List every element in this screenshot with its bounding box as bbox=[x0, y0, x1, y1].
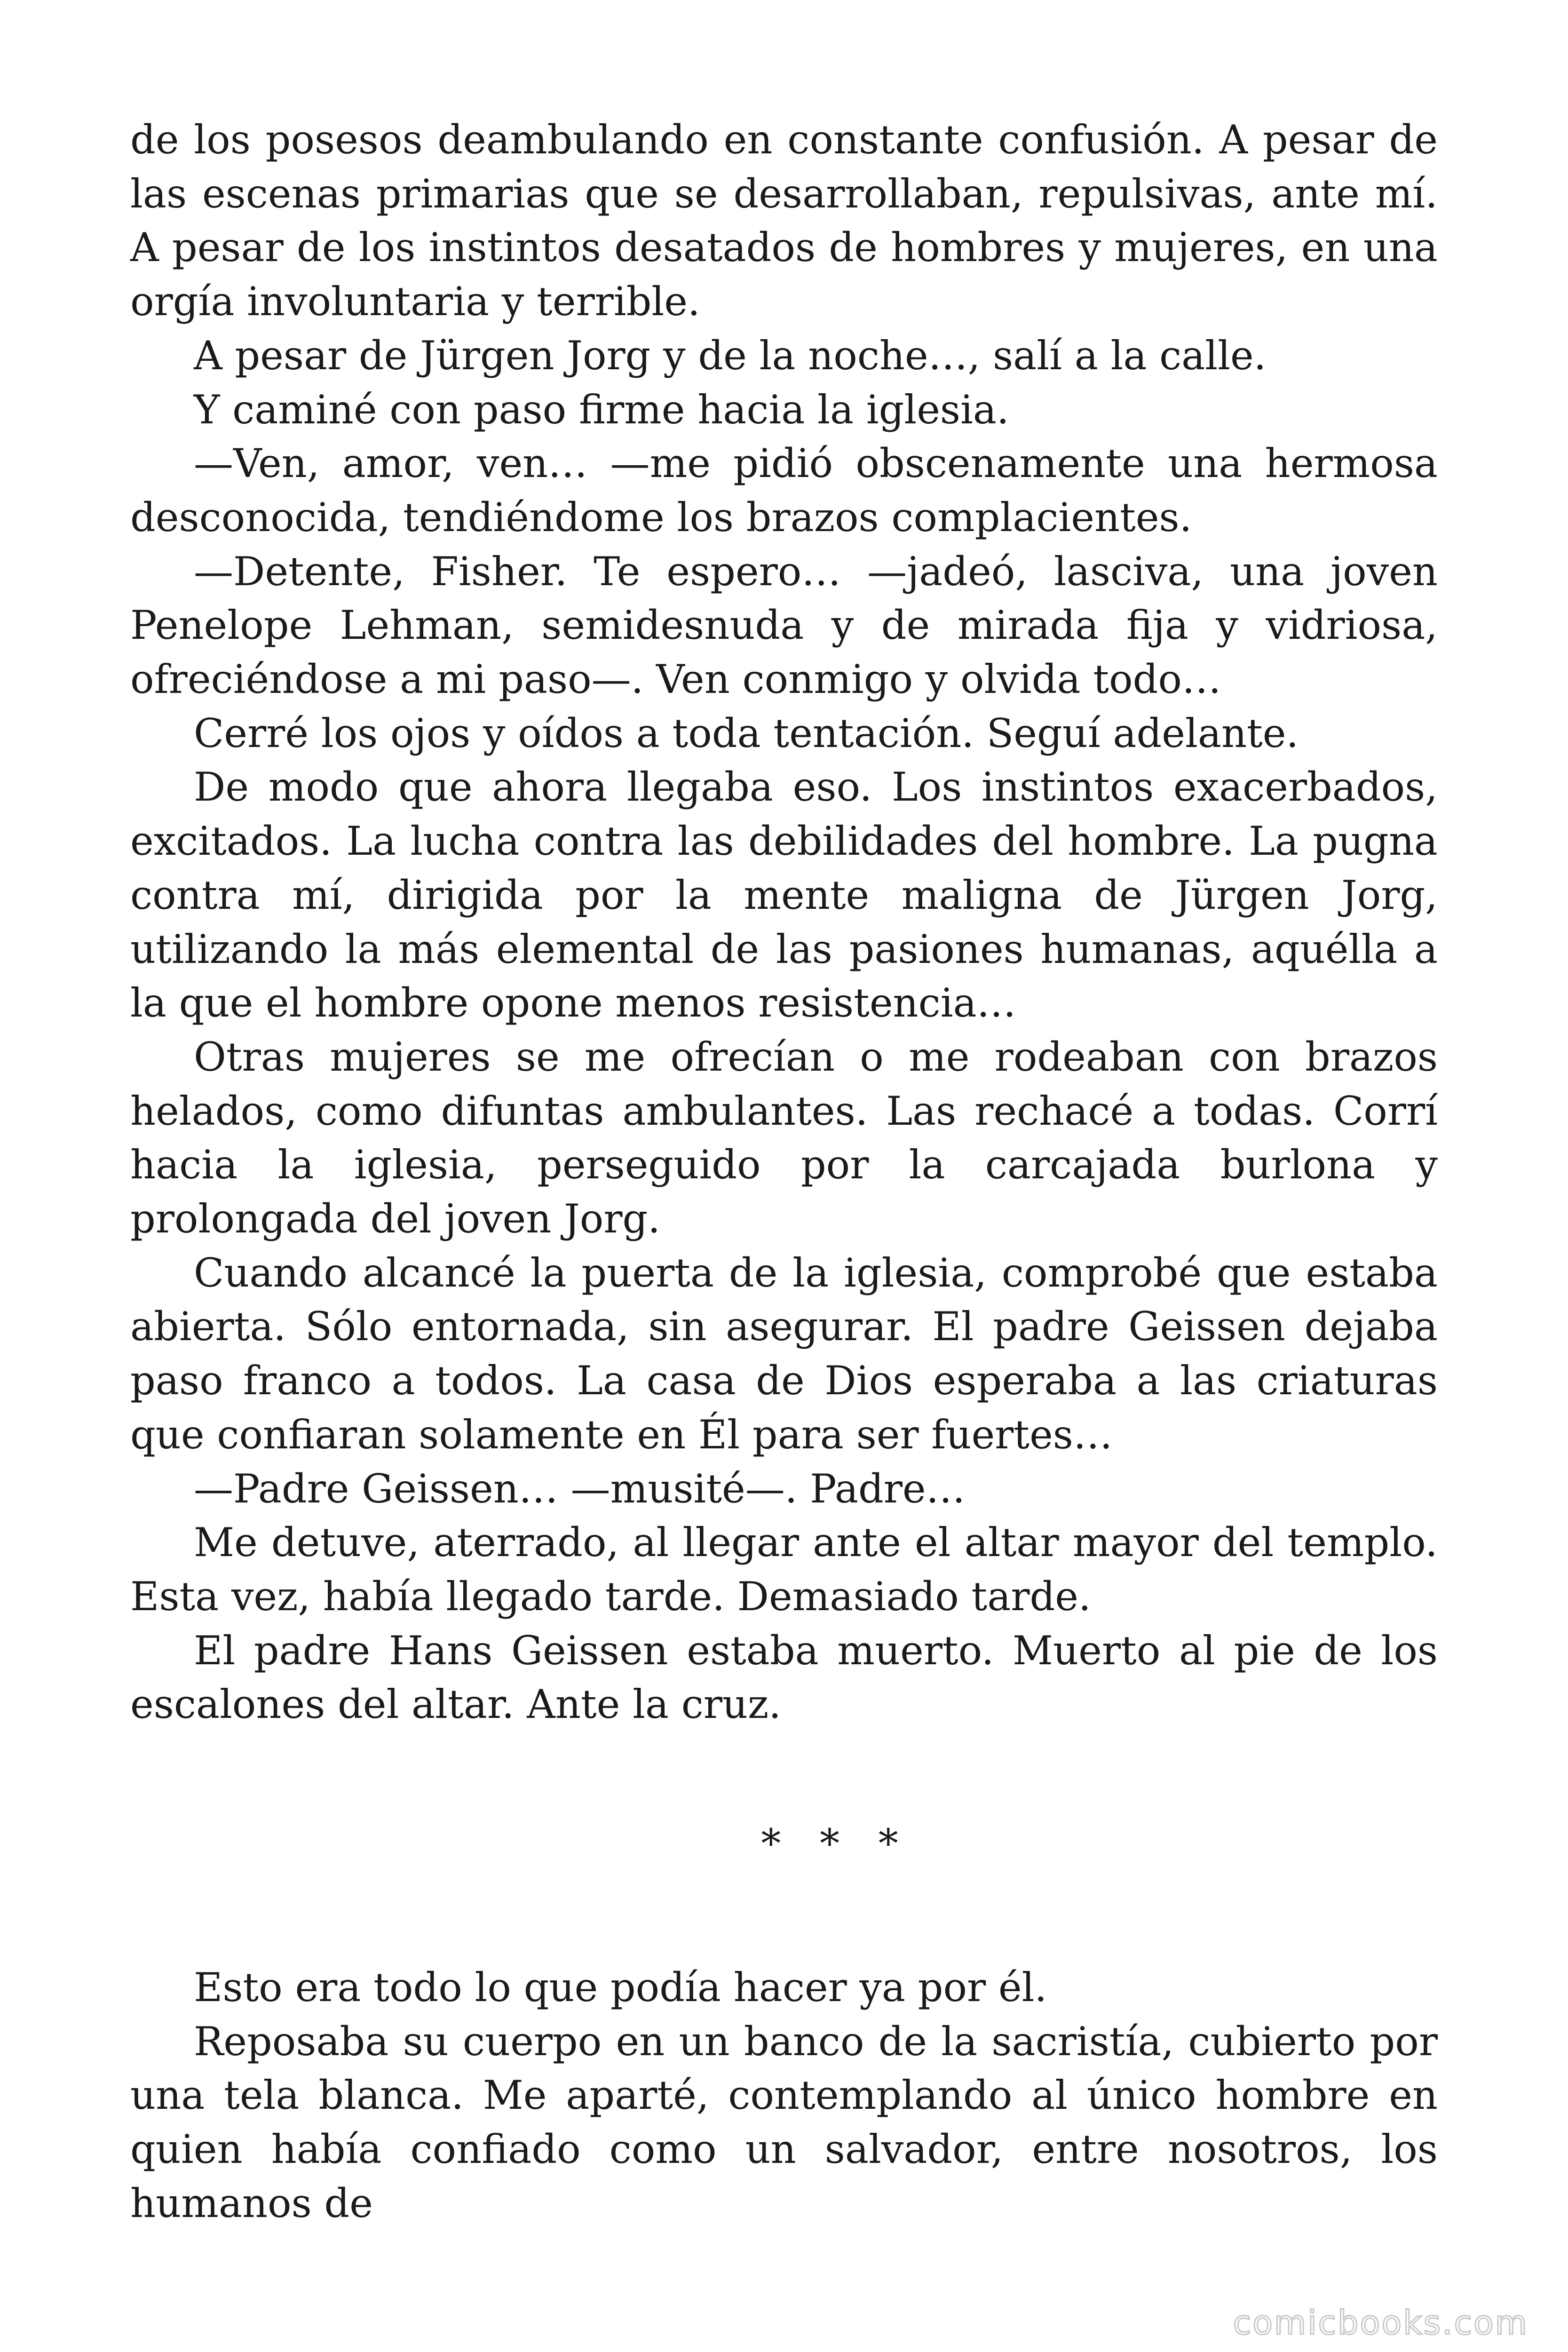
paragraph: Reposaba su cuerpo en un banco de la sacristía, cubierto por una tela blanca. Me aparté, contemplando al único hombre en quien había confiado como un salvador, entre nosotros, los humanos de bbox=[130, 2018, 1438, 2226]
paragraph: —Ven, amor, ven… —me pidió obscenamente una hermosa desconocida, tendiéndome los brazos complacientes. bbox=[130, 440, 1438, 540]
text-section-1 bbox=[130, 113, 1438, 1732]
text-section-2 bbox=[130, 1961, 1438, 2231]
paragraph: Y caminé con paso firme hacia la iglesia. bbox=[194, 386, 1009, 433]
paragraph: El padre Hans Geissen estaba muerto. Muerto al pie de los escalones del altar. Ante la cruz. bbox=[130, 1627, 1438, 1728]
paragraph: De modo que ahora llegaba eso. Los instintos exacerbados, excitados. La lucha contra las debilidades del hombre. La pugna contra mí, dirigida por la mente maligna de Jürgen Jorg, utilizando la más elemental de las pasiones humanas, aquélla a la que el hombre opone menos resistencia… bbox=[130, 764, 1438, 1026]
paragraph: A pesar de Jürgen Jorg y de la noche…, salí a la calle. bbox=[194, 332, 1267, 379]
section-separator: * * * bbox=[761, 1820, 911, 1867]
paragraph: —Padre Geissen… —musité—. Padre… bbox=[194, 1465, 966, 1512]
paragraph: Esto era todo lo que podía hacer ya por él. bbox=[194, 1964, 1047, 2010]
paragraph: Otras mujeres se me ofrecían o me rodeaban con brazos helados, como difuntas ambulantes. Las rechacé a todas. Corrí hacia la iglesia, perseguido por la carcajada burlona y prolongada del joven Jorg. bbox=[130, 1033, 1438, 1242]
paragraph: Me detuve, aterrado, al llegar ante el altar mayor del templo. Esta vez, había llegado tarde. Demasiado tarde. bbox=[130, 1519, 1438, 1620]
paragraph: de los posesos deambulando en constante confusión. A pesar de las escenas primarias que se desarrollaban, repulsivas, ante mí. A pesar de los instintos desatados de hombres y mujeres, en una orgía involuntaria y terrible. bbox=[130, 117, 1438, 325]
paragraph: Cuando alcancé la puerta de la iglesia, comprobé que estaba abierta. Sólo entornada, sin asegurar. El padre Geissen dejaba paso franco a todos. La casa de Dios esperaba a las criaturas que confiaran solamente en Él para ser fuertes… bbox=[130, 1249, 1438, 1458]
paragraph: —Detente, Fisher. Te espero… —jadeó, lasciva, una joven Penelope Lehman, semidesnuda y de mirada fija y vidriosa, ofreciéndose a mi paso—. Ven conmigo y olvida todo… bbox=[130, 548, 1438, 703]
paragraph: Cerré los ojos y oídos a toda tentación. Seguí adelante. bbox=[194, 710, 1299, 756]
watermark-logo: comicbooks.com bbox=[1233, 2304, 1528, 2342]
